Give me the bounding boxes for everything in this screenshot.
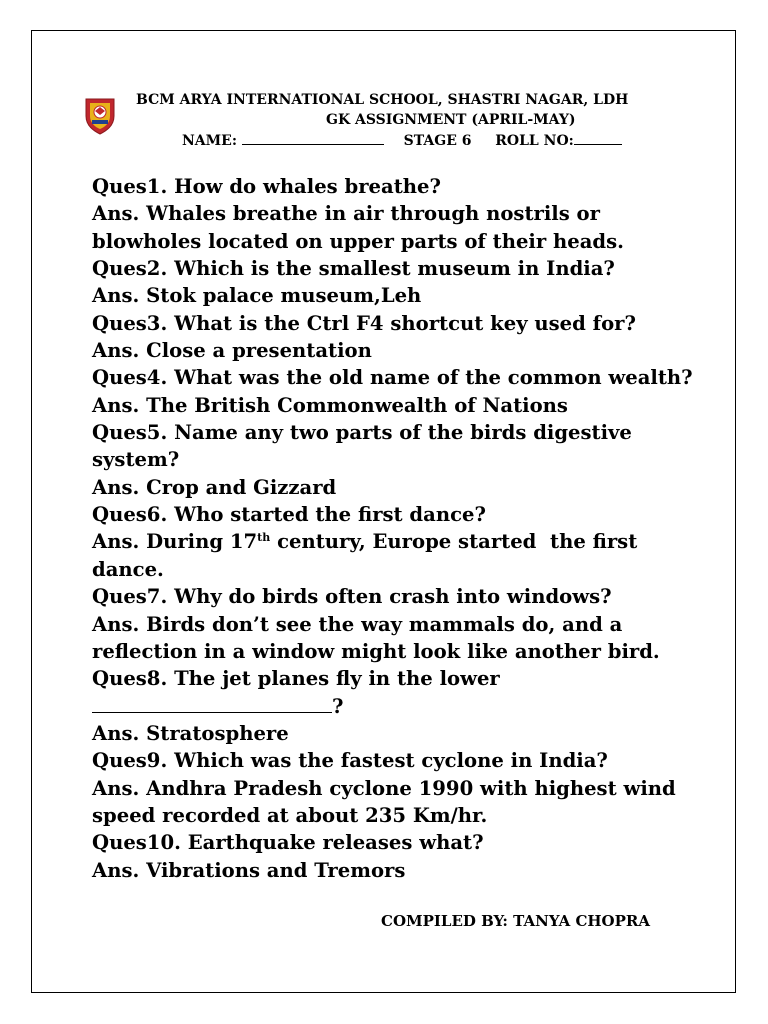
question-1: Ques1. How do whales breathe? bbox=[92, 175, 441, 198]
answer-7-line-2: reflection in a window might look like another bird. bbox=[92, 639, 660, 663]
question-2: Ques2. Which is the smallest museum in India? bbox=[92, 257, 615, 281]
roll-label: ROLL NO: bbox=[495, 133, 574, 149]
school-crest-icon bbox=[80, 96, 120, 136]
answer-6-line-1 bbox=[92, 528, 692, 555]
question-8-mark: ? bbox=[332, 694, 344, 718]
answer-6-pre: Ans. During 17 bbox=[92, 530, 258, 554]
answer-3: Ans. Close a presentation bbox=[92, 339, 372, 363]
question-8-line-2 bbox=[92, 693, 692, 720]
answer-9-line-2: speed recorded at about 235 Km/hr. bbox=[92, 803, 488, 827]
answer-6-superscript: th bbox=[257, 531, 271, 545]
question-6: Ques6. Who started the first dance? bbox=[92, 503, 486, 527]
school-name: BCM ARYA INTERNATIONAL SCHOOL, SHASTRI NAGAR, LDH bbox=[136, 92, 629, 108]
question-7: Ques7. Why do birds often crash into windows? bbox=[92, 585, 612, 609]
question-answer-list bbox=[92, 173, 692, 884]
answer-7-line-1: Ans. Birds don’t see the way mammals do, and a bbox=[92, 612, 623, 636]
answer-6-line-2: dance. bbox=[92, 557, 164, 581]
question-9: Ques9. Which was the fastest cyclone in India? bbox=[92, 749, 608, 773]
question-3: Ques3. What is the Ctrl F4 shortcut key used for? bbox=[92, 311, 636, 335]
roll-blank bbox=[574, 131, 622, 145]
answer-2: Ans. Stok palace museum,Leh bbox=[92, 284, 422, 308]
assignment-title: GK ASSIGNMENT (APRIL-MAY) bbox=[326, 112, 576, 128]
stage-label: STAGE 6 bbox=[403, 133, 472, 149]
question-4: Ques4. What was the old name of the common wealth? bbox=[92, 366, 693, 390]
answer-10: Ans. Vibrations and Tremors bbox=[92, 858, 406, 882]
student-info-line bbox=[182, 131, 622, 150]
name-label: NAME: bbox=[182, 133, 237, 149]
question-5-line-2: system? bbox=[92, 448, 180, 472]
name-blank bbox=[242, 131, 384, 145]
answer-1-line-1: Ans. Whales breathe in air through nostrils or bbox=[92, 202, 600, 226]
answer-5: Ans. Crop and Gizzard bbox=[92, 475, 337, 499]
question-10: Ques10. Earthquake releases what? bbox=[92, 831, 484, 855]
answer-4: Ans. The British Commonwealth of Nations bbox=[92, 393, 568, 417]
answer-8: Ans. Stratosphere bbox=[92, 721, 289, 745]
question-5-line-1: Ques5. Name any two parts of the birds digestive bbox=[92, 421, 632, 445]
fill-in-blank bbox=[92, 697, 332, 713]
answer-9-line-1: Ans. Andhra Pradesh cyclone 1990 with highest wind bbox=[92, 776, 676, 800]
question-8-line-1: Ques8. The jet planes fly in the lower bbox=[92, 667, 500, 691]
answer-1-line-2: blowholes located on upper parts of their heads. bbox=[92, 229, 624, 253]
answer-6-post: century, Europe started the first bbox=[270, 530, 638, 554]
compiled-by: COMPILED BY: TANYA CHOPRA bbox=[381, 912, 651, 930]
